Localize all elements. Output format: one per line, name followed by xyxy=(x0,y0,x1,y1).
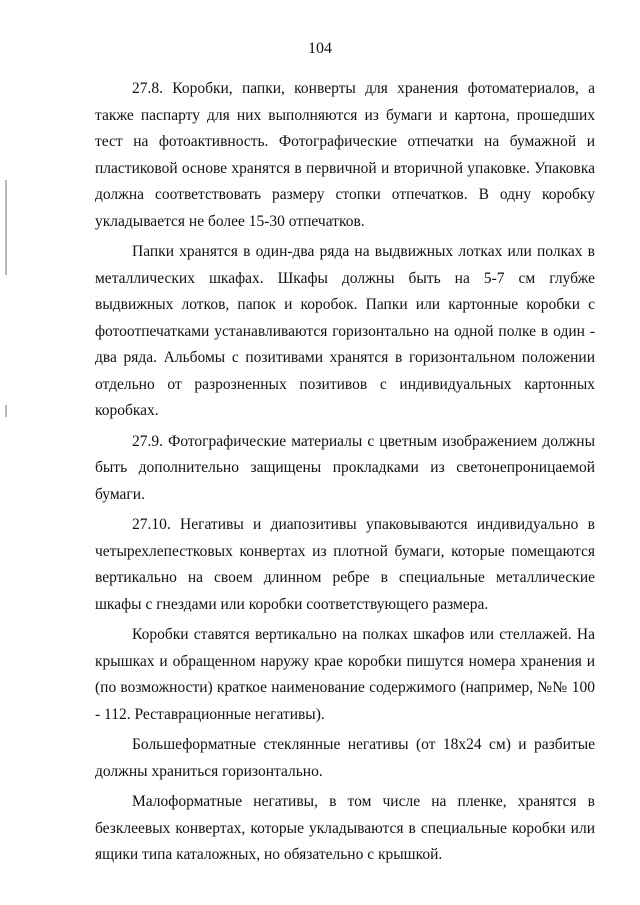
paragraph: Малоформатные негативы, в том числе на пленке, хранятся в безклеевых конвертах, которые укладываются в специальные коробки или ящики типа каталожных, но обязательно с крышкой. xyxy=(95,793,595,863)
paragraph: 27.9. Фотографические материалы с цветным изображением должны быть дополнительно защищены прокладками из светонепроницаемой бумаги. xyxy=(95,432,595,503)
paragraph: Папки хранятся в один-два ряда на выдвижных лотках или полках в металлических шкафах. Шкафы должны быть на 5-7 см глубже выдвижных лотков, папок и коробок. Папки или картонные коробки с фотоотпечатками устанавливаются горизонтально на одной полке в один - два ряда. Альбомы с позитивами хранятся в горизонтальном положении отдельно от разрозненных позитивов с индивидуальных картонных коробках. xyxy=(95,243,595,419)
scan-artifact xyxy=(5,180,7,275)
paragraph: 27.8. Коробки, папки, конверты для хранения фотоматериалов, а также паспарту для них выполняются из бумаги и картона, прошедших тест на фотоактивность. Фотографические отпечатки на бумажной и пластиковой основе хранятся в первичной и вторичной упаковке. Упаковка должна соответствовать размеру стопки отпечатков. В одну коробку укладывается не более 15-30 отпечатков. xyxy=(95,80,595,230)
paragraph: 27.10. Негативы и диапозитивы упаковываются индивидуально в четырехлепестковых конвертах из плотной бумаги, которые помещаются вертикально на своем длинном ребре в специальные металлические шкафы с гнездами или коробки соответствующего размера. xyxy=(95,516,595,613)
document-body xyxy=(95,76,595,873)
scan-artifact xyxy=(5,405,7,417)
page-number: 104 xyxy=(308,40,332,57)
paragraph: Большеформатные стеклянные негативы (от 18х24 см) и разбитые должны храниться горизонтально. xyxy=(95,736,595,780)
paragraph: Коробки ставятся вертикально на полках шкафов или стеллажей. На крышках и обращенном наружу крае коробки пишутся номера хранения и (по возможности) краткое наименование содержимого (например, №№ 100 - 112. Реставрационные негативы). xyxy=(95,626,595,723)
